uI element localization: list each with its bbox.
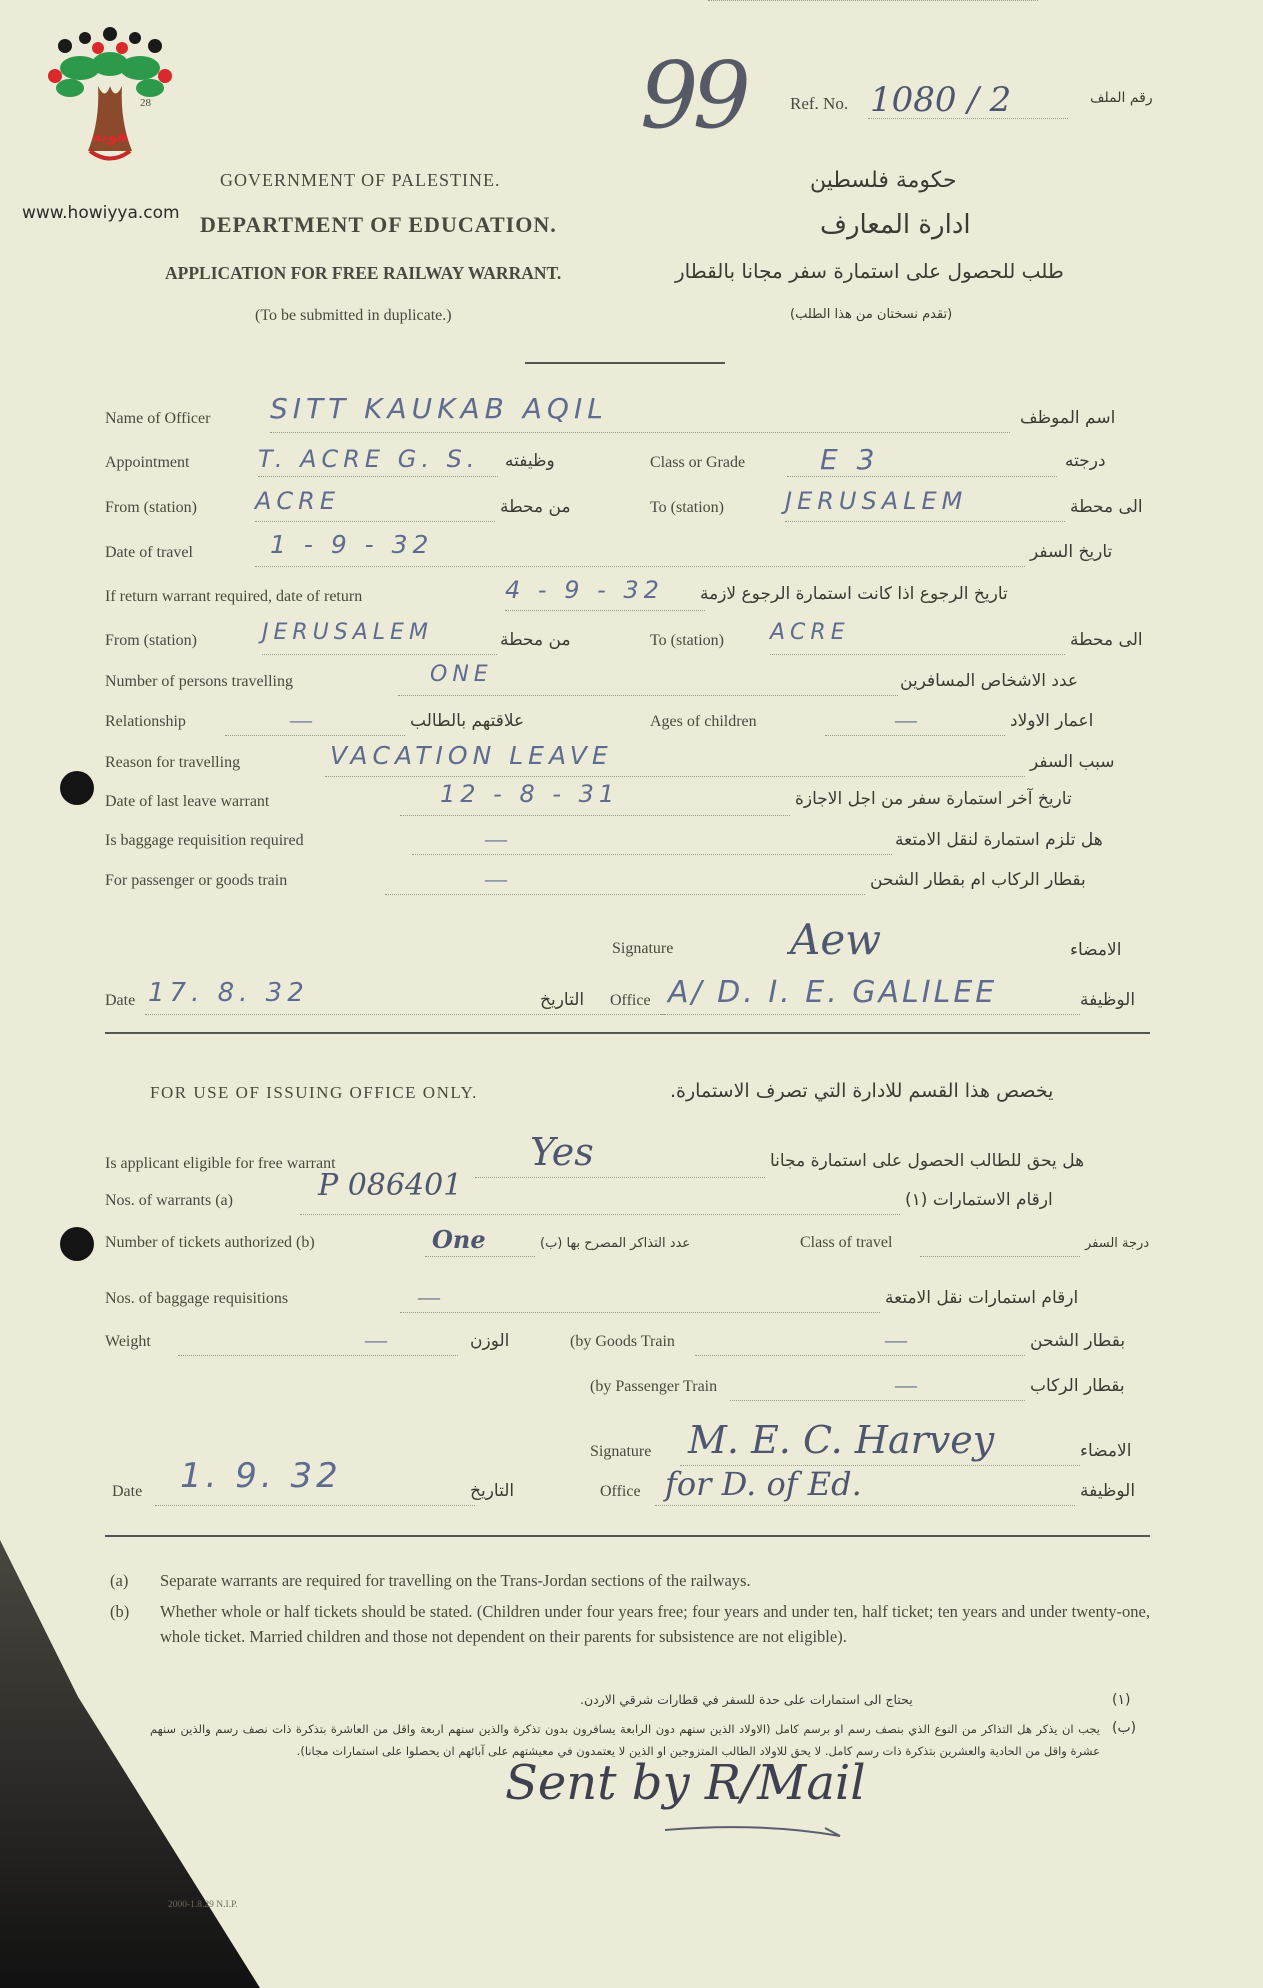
form-subtitle-ar: (تقدم نسختان من هذا الطلب) <box>790 307 953 322</box>
class-travel-label-ar: درجة السفر <box>1085 1236 1150 1251</box>
baggage-label: Is baggage requisition required <box>105 832 304 849</box>
last-leave-label: Date of last leave warrant <box>105 793 270 810</box>
appointment-label-ar: وظيفته <box>505 451 555 471</box>
signature-label: Signature <box>612 940 674 957</box>
eligible-value: Yes <box>530 1130 594 1174</box>
tickets-label: Number of tickets authorized (b) <box>105 1234 315 1251</box>
persons-label-ar: عدد الاشخاص المسافرين <box>900 671 1079 691</box>
ref-label: Ref. No. <box>790 94 849 113</box>
relationship-label: Relationship <box>105 713 186 730</box>
handwritten-underline <box>660 1820 860 1850</box>
ages-label-ar: اعمار الاولاد <box>1010 711 1094 731</box>
section-divider-1 <box>105 1032 1150 1034</box>
department-ar: ادارة المعارف <box>820 210 971 240</box>
from1-label: From (station) <box>105 499 197 516</box>
note-a-text-ar: يحتاج الى استمارات على حدة للسفر في قطارات شرقي الاردن. <box>580 1692 913 1707</box>
last-leave-label-ar: تاريخ آخر استمارة سفر من اجل الاجازة <box>795 789 1072 809</box>
to1-label-ar: الى محطة <box>1070 497 1143 517</box>
department-en: DEPARTMENT OF EDUCATION. <box>200 212 557 237</box>
note-a-mark-ar: (١) <box>1112 1692 1131 1708</box>
printer-mark: 2000-1.8.29 N.I.P. <box>168 1900 238 1910</box>
note-a-text: Separate warrants are required for travelling on the Trans-Jordan sections of the railways. <box>160 1571 751 1590</box>
train-type-value: — <box>485 866 507 891</box>
date-travel-label: Date of travel <box>105 544 193 561</box>
from1-label-ar: من محطة <box>500 497 571 517</box>
relationship-value: — <box>290 707 312 732</box>
date-label: Date <box>105 992 136 1009</box>
to2-value: ACRE <box>770 620 850 645</box>
reason-line <box>325 776 1025 777</box>
appointment-line <box>258 476 498 477</box>
reason-label: Reason for travelling <box>105 754 241 771</box>
office-label-ar: الوظيفة <box>1080 990 1136 1010</box>
signature-label-ar: الامضاء <box>1070 940 1122 960</box>
date-travel-label-ar: تاريخ السفر <box>1030 542 1113 562</box>
issuing-signature-label-ar: الامضاء <box>1080 1441 1132 1461</box>
passenger-line <box>730 1400 1025 1401</box>
baggage-req-label: Nos. of baggage requisitions <box>105 1290 289 1307</box>
goods-line <box>695 1355 1025 1356</box>
passenger-label-ar: بقطار الركاب <box>1030 1376 1125 1396</box>
last-leave-value: 12 - 8 - 31 <box>440 780 620 808</box>
passenger-label: (by Passenger Train <box>590 1378 718 1395</box>
weight-label-ar: الوزن <box>470 1331 510 1351</box>
last-leave-line <box>400 815 790 816</box>
weight-label: Weight <box>105 1333 151 1350</box>
issuing-date-label: Date <box>112 1483 143 1500</box>
warrants-label-ar: ارقام الاستمارات (١) <box>905 1190 1053 1210</box>
to2-label-ar: الى محطة <box>1070 630 1143 650</box>
class-travel-line <box>920 1256 1080 1257</box>
class-value: E 3 <box>820 443 880 476</box>
ref-value: 1080 / 2 <box>870 80 1012 120</box>
return-line <box>505 610 705 611</box>
from1-value: ACRE <box>255 487 341 515</box>
class-travel-label: Class of travel <box>800 1234 893 1251</box>
date-label-ar: التاريخ <box>540 990 585 1010</box>
eligible-label-ar: هل يحق للطالب الحصول على استمارة مجانا <box>770 1151 1085 1171</box>
issuing-heading-en: FOR USE OF ISSUING OFFICE ONLY. <box>150 1083 478 1102</box>
from2-label: From (station) <box>105 632 197 649</box>
eligible-line <box>475 1177 765 1178</box>
issuing-date-label-ar: التاريخ <box>470 1481 515 1501</box>
weight-line <box>178 1355 458 1356</box>
class-label: Class or Grade <box>650 454 746 471</box>
issuing-office-label: Office <box>600 1483 641 1500</box>
relationship-label-ar: علاقتهم بالطالب <box>410 711 525 731</box>
train-type-label-ar: بقطار الركاب ام بقطار الشحن <box>870 870 1086 890</box>
date-travel-line <box>255 566 1025 567</box>
issuing-date-value: 1. 9. 32 <box>180 1456 342 1496</box>
goods-label-ar: بقطار الشحن <box>1030 1331 1126 1351</box>
class-label-ar: درجته <box>1065 451 1106 471</box>
to1-line <box>785 521 1065 522</box>
punch-hole-2 <box>60 1227 94 1261</box>
issuing-signature-label: Signature <box>590 1443 652 1460</box>
handwritten-note: Sent by R/Mail <box>505 1755 866 1811</box>
baggage-req-line <box>400 1312 880 1313</box>
form-subtitle-en: (To be submitted in duplicate.) <box>255 307 452 324</box>
ref-label-ar: رقم الملف <box>1090 90 1153 106</box>
class-line <box>787 476 1057 477</box>
persons-line <box>398 695 898 696</box>
form-mark: 28 <box>140 97 151 109</box>
note-b-mark-ar: (ب) <box>1112 1720 1137 1736</box>
to2-label: To (station) <box>650 632 724 649</box>
name-line <box>270 432 1010 433</box>
header-divider <box>525 362 725 364</box>
name-label-ar: اسم الموظف <box>1020 408 1116 428</box>
tickets-line <box>425 1256 535 1257</box>
office-value: A/ D. I. E. GALILEE <box>668 975 998 1010</box>
ages-label: Ages of children <box>650 713 757 730</box>
tickets-label-ar: عدد التذاكر المصرح بها (ب) <box>540 1236 691 1251</box>
to1-label: To (station) <box>650 499 724 516</box>
goods-label: (by Goods Train <box>570 1333 675 1350</box>
baggage-req-label-ar: ارقام استمارات نقل الامتعة <box>885 1288 1079 1308</box>
signature-line <box>708 0 1038 1</box>
name-label: Name of Officer <box>105 410 211 427</box>
signature-value: Aew <box>790 915 882 964</box>
return-label-ar: تاريخ الرجوع اذا كانت استمارة الرجوع لازمة <box>700 584 1008 604</box>
issuing-office-label-ar: الوظيفة <box>1080 1481 1136 1501</box>
train-type-label: For passenger or goods train <box>105 872 288 889</box>
note-b-mark: (b) <box>110 1602 130 1621</box>
issuing-date-line <box>155 1505 475 1506</box>
date-travel-value: 1 - 9 - 32 <box>270 530 434 559</box>
appointment-label: Appointment <box>105 454 190 471</box>
office-label: Office <box>610 992 651 1009</box>
ages-value: — <box>895 707 917 732</box>
warrants-value: P 086401 <box>318 1168 463 1203</box>
ref-line <box>868 118 1068 119</box>
date-value: 17. 8. 32 <box>148 978 309 1008</box>
howiyya-logo <box>40 26 180 196</box>
warrants-line <box>300 1214 900 1215</box>
date-line <box>145 1014 665 1015</box>
baggage-req-value: — <box>418 1284 440 1309</box>
relationship-line <box>225 735 405 736</box>
baggage-value: — <box>485 826 507 851</box>
train-type-line <box>385 894 865 895</box>
passenger-value: — <box>895 1372 917 1397</box>
office-line <box>660 1014 1080 1015</box>
from1-line <box>255 521 495 522</box>
goods-value: — <box>885 1327 907 1352</box>
tree-people-icon <box>40 26 180 176</box>
form-title-ar: طلب للحصول على استمارة سفر مجانا بالقطار <box>675 259 1064 283</box>
from2-label-ar: من محطة <box>500 630 571 650</box>
warrants-label: Nos. of warrants (a) <box>105 1192 233 1209</box>
baggage-label-ar: هل تلزم استمارة لنقل الامتعة <box>895 830 1103 850</box>
issuing-signature-value: M. E. C. Harvey <box>688 1418 995 1462</box>
persons-label: Number of persons travelling <box>105 673 293 690</box>
government-ar: حكومة فلسطين <box>810 168 957 193</box>
baggage-line <box>412 854 892 855</box>
tickets-value: One <box>432 1225 486 1254</box>
logo-arabic-text: هوية <box>91 126 129 145</box>
government-en: GOVERNMENT OF PALESTINE. <box>220 170 501 190</box>
reason-label-ar: سبب السفر <box>1030 752 1115 772</box>
note-a-mark: (a) <box>110 1571 129 1590</box>
issuing-office-value: for D. of Ed. <box>665 1465 862 1503</box>
issuing-office-line <box>655 1505 1075 1506</box>
form-title-en: APPLICATION FOR FREE RAILWAY WARRANT. <box>165 263 562 283</box>
note-b-text: Whether whole or half tickets should be stated. (Children under four years free; four years and under ten, half ticket; ten years and under twenty-one, whole ticket. Married children and those not dependent on their parents for subsistence are not eligible). <box>160 1602 1150 1646</box>
note-b-text-ar: يجب ان يذكر هل التذاكر من النوع الذي بنصف رسم او برسم كامل (الاولاد الذين سنهم دون الرابعة يسافرون بدون تذكرة والذين سنهم اربعة واقل من العاشرة بتذكرة ذات نصف رسم والذين سنهم عشرة واقل من الحادية والعشرين بتذكرة ذات رسم كامل. لا يحق للاولاد الطالب المتزوجين او الذين لا يعتمدون في معيشتهم على آبائهم ان يحصلوا على استمارات مجانا). <box>150 1722 1100 1758</box>
to2-line <box>770 654 1065 655</box>
issuing-heading-ar: يخصص هذا القسم للادارة التي تصرف الاستمارة. <box>670 1080 1054 1102</box>
return-value: 4 - 9 - 32 <box>505 576 664 604</box>
to1-value: JERUSALEM <box>785 487 968 515</box>
appointment-value: T. ACRE G. S. <box>258 445 480 473</box>
reason-value: VACATION LEAVE <box>330 741 613 770</box>
name-value: SITT KAUKAB AQIL <box>270 392 608 425</box>
persons-value: ONE <box>430 662 493 687</box>
from2-line <box>262 654 497 655</box>
page-number: 99 <box>640 42 746 149</box>
ages-line <box>825 735 1005 736</box>
watermark-url[interactable]: www.howiyya.com <box>22 203 180 223</box>
section-divider-2 <box>105 1535 1150 1537</box>
eligible-label: Is applicant eligible for free warrant <box>105 1155 336 1172</box>
return-label: If return warrant required, date of return <box>105 588 363 605</box>
from2-value: JERUSALEM <box>262 620 433 645</box>
weight-value: — <box>365 1327 387 1352</box>
punch-hole-1 <box>60 771 94 805</box>
